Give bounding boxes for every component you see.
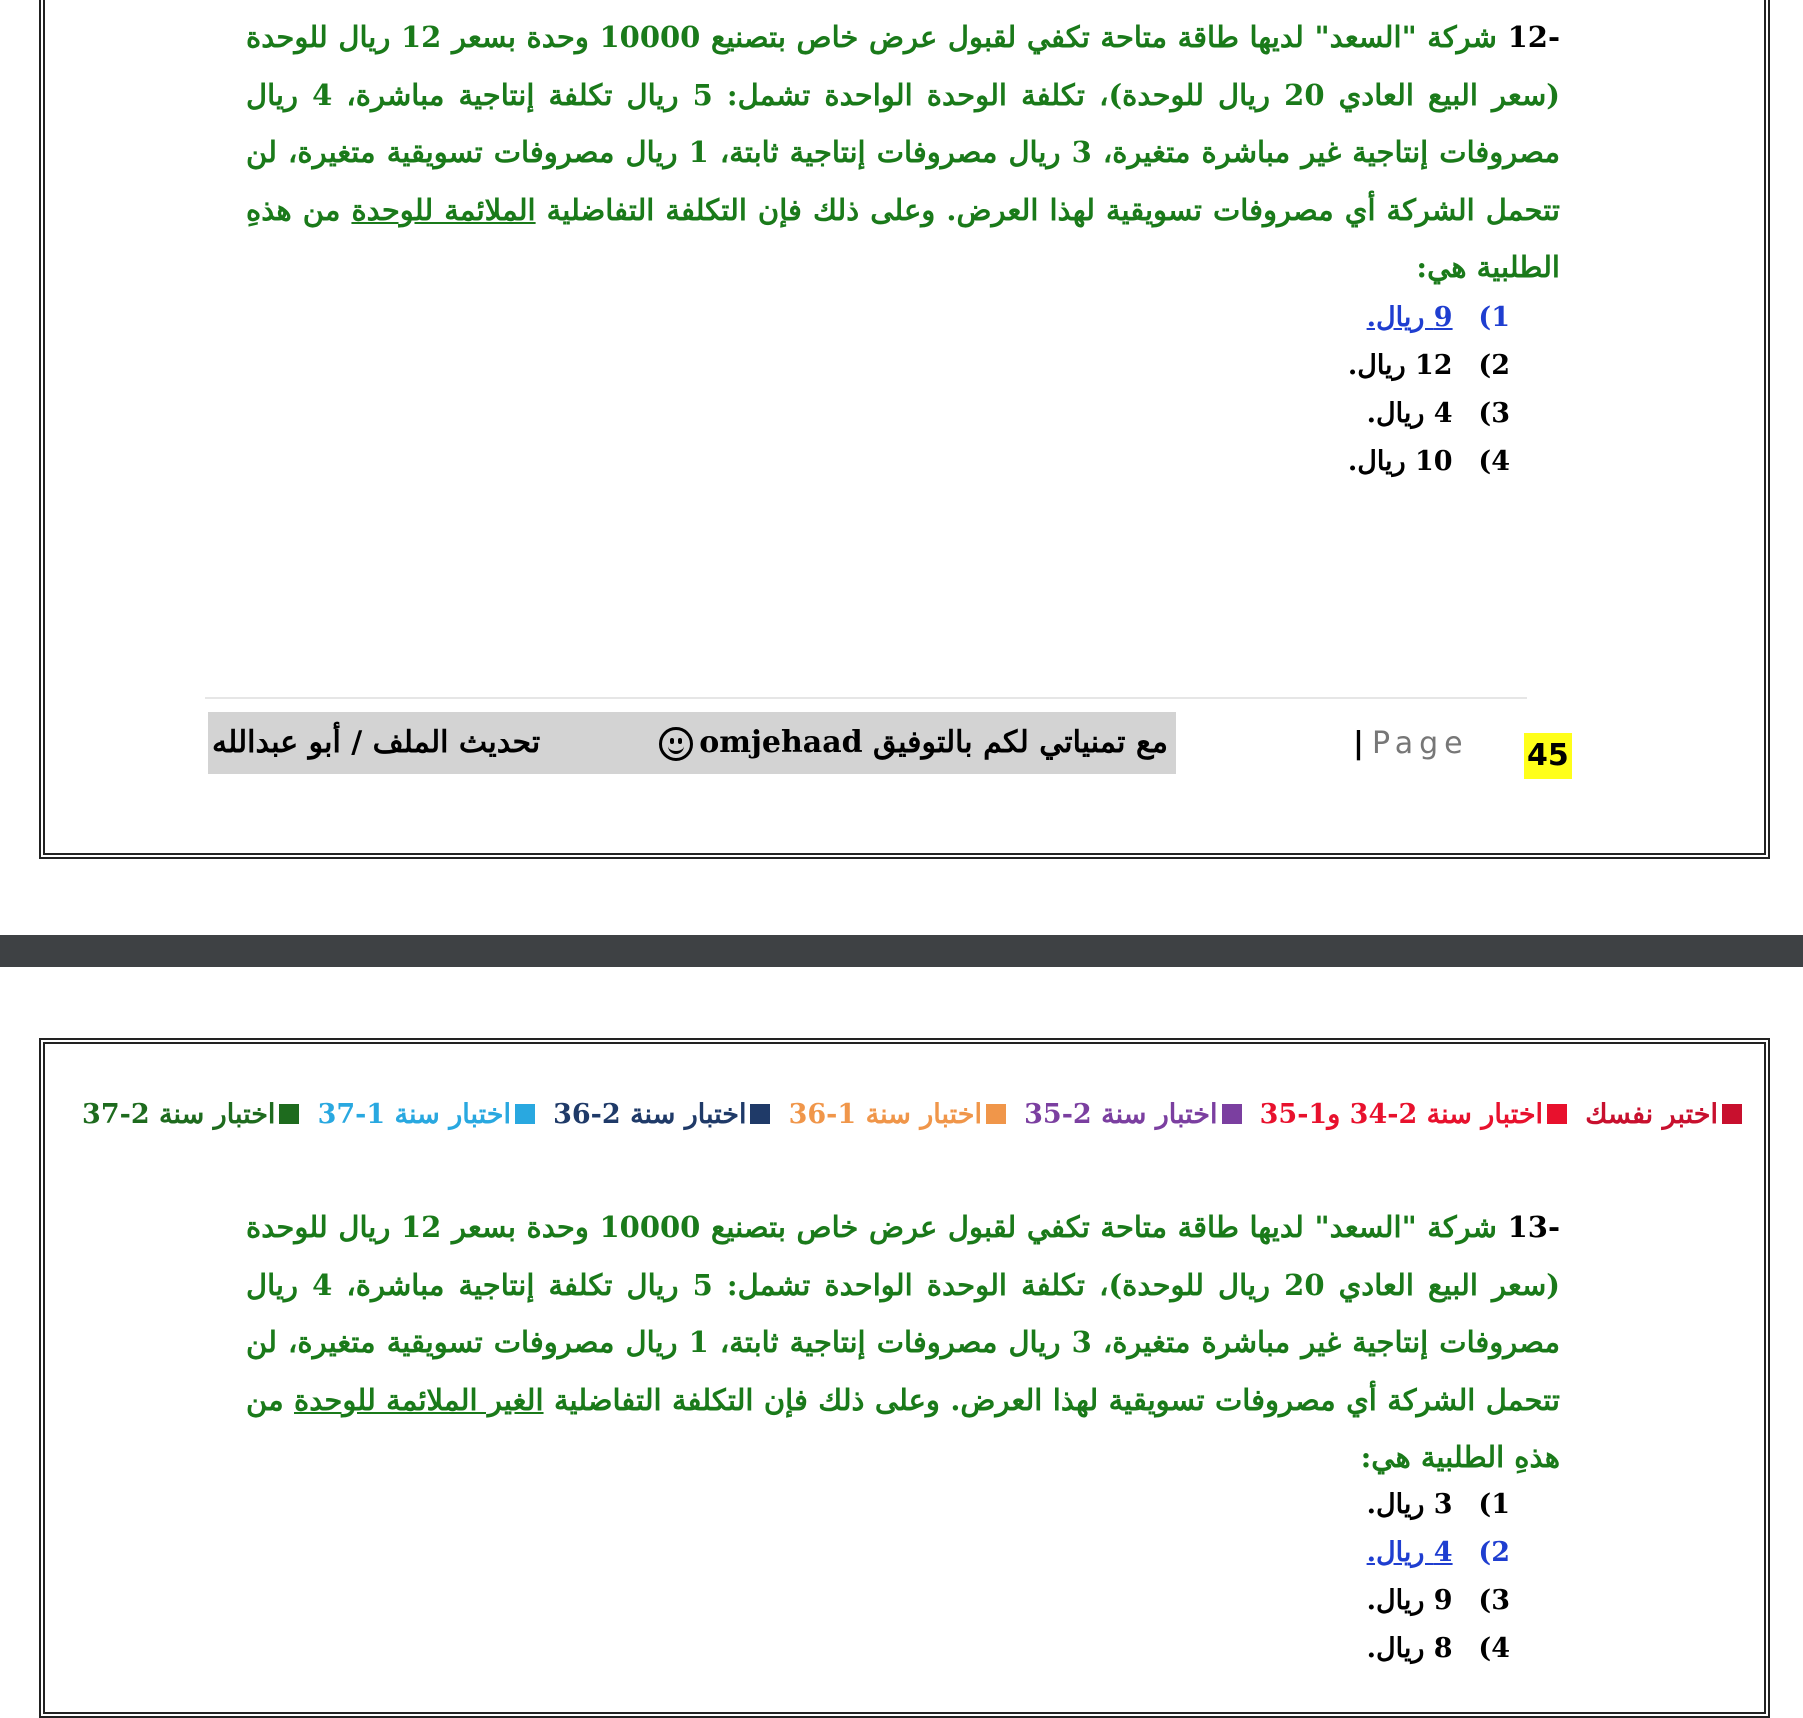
legend-swatch — [986, 1104, 1006, 1124]
legend-label: اختبار سنة 2-36 — [553, 1098, 747, 1130]
option-text: 4 ريال. — [1366, 1537, 1453, 1568]
page-separator: | — [1353, 726, 1364, 761]
exam-legend — [82, 1092, 1742, 1136]
legend-label: اختبر نفسك — [1585, 1098, 1718, 1130]
legend-swatch — [1547, 1104, 1567, 1124]
option-number: 2) — [1478, 350, 1510, 381]
legend-item — [1024, 1099, 1241, 1130]
answer-option-1[interactable] — [1200, 1481, 1510, 1529]
legend-swatch — [1722, 1104, 1742, 1124]
legend-swatch — [1222, 1104, 1242, 1124]
footer-wish-text — [659, 712, 1176, 774]
answer-option-3[interactable] — [1200, 390, 1510, 438]
legend-label: اختبار سنة 2-35 — [1024, 1098, 1218, 1130]
question-12 — [246, 9, 1560, 297]
option-number: 4) — [1478, 1633, 1510, 1664]
answer-option-4[interactable] — [1200, 438, 1510, 486]
footer-wish-label: مع تمنياتي لكم بالتوفيق omjehaad — [699, 725, 1168, 760]
legend-label: اختبار سنة 2-34 و1-35 — [1259, 1098, 1544, 1130]
legend-label: اختبار سنة 1-36 — [788, 1098, 982, 1130]
question-number: 13- — [1507, 1210, 1560, 1244]
legend-swatch — [750, 1104, 770, 1124]
answer-options-12 — [1200, 294, 1510, 486]
footer-update-text: تحديث الملف / أبو عبدالله — [212, 725, 541, 760]
page-label-text: Page — [1371, 726, 1469, 761]
footer-divider — [205, 697, 1527, 699]
legend-swatch — [515, 1104, 535, 1124]
option-number: 4) — [1478, 446, 1510, 477]
option-number: 3) — [1478, 398, 1510, 429]
legend-swatch — [279, 1104, 299, 1124]
question-text: شركة "السعد" لديها طاقة متاحة تكفي لقبول عرض خاص بتصنيع 10000 وحدة بسعر 12 ريال للوحدة (سعر البيع العادي 20 ريال للوحدة)، تكلفة الوحدة الواحدة تشمل: 5 ريال تكلفة إنتاجية مباشرة، 4 ريال مصروفات إنتاجية غير مباشرة متغيرة، 3 ريال مصروفات إنتاجية ثابتة، 1 ريال مصروفات تسويقية متغيرة، لن تتحمل الشركة أي مصروفات تسويقية لهذا العرض. وعلى ذلك فإن التكلفة التفاضلية — [246, 1210, 1560, 1417]
answer-option-3[interactable] — [1200, 1577, 1510, 1625]
question-underlined-text: الملائمة للوحدة — [351, 192, 536, 227]
legend-label: اختبار سنة 2-37 — [82, 1098, 276, 1130]
legend-item — [82, 1099, 299, 1130]
page-label — [1353, 722, 1469, 766]
question-underlined-text: الغير الملائمة للوحدة — [294, 1382, 544, 1417]
legend-item — [789, 1099, 1006, 1130]
page-footer — [208, 712, 1176, 774]
answer-options-13 — [1200, 1481, 1510, 1673]
option-text: 9 ريال. — [1366, 302, 1453, 333]
answer-option-2[interactable] — [1200, 342, 1510, 390]
legend-item — [1260, 1099, 1567, 1130]
option-text: 4 ريال. — [1366, 398, 1453, 429]
smiley-icon — [659, 727, 693, 761]
legend-item — [1585, 1099, 1742, 1130]
option-text: 3 ريال. — [1366, 1489, 1453, 1520]
question-number: 12- — [1507, 20, 1560, 54]
page-gap — [0, 935, 1803, 967]
legend-item — [318, 1099, 535, 1130]
option-number: 1) — [1478, 302, 1510, 333]
option-number: 3) — [1478, 1585, 1510, 1616]
option-text: 9 ريال. — [1366, 1585, 1453, 1616]
question-13 — [246, 1199, 1560, 1487]
legend-item — [553, 1099, 770, 1130]
option-text: 12 ريال. — [1347, 350, 1453, 381]
option-text: 8 ريال. — [1366, 1633, 1453, 1664]
question-text: شركة "السعد" لديها طاقة متاحة تكفي لقبول عرض خاص بتصنيع 10000 وحدة بسعر 12 ريال للوحدة (سعر البيع العادي 20 ريال للوحدة)، تكلفة الوحدة الواحدة تشمل: 5 ريال تكلفة إنتاجية مباشرة، 4 ريال مصروفات إنتاجية غير مباشرة متغيرة، 3 ريال مصروفات إنتاجية ثابتة، 1 ريال مصروفات تسويقية متغيرة، لن تتحمل الشركة أي مصروفات تسويقية لهذا العرض. وعلى ذلك فإن التكلفة التفاضلية — [246, 20, 1560, 227]
option-number: 2) — [1478, 1537, 1510, 1568]
question-text-end: من هذهِ الطلبية هي: — [246, 192, 1560, 284]
option-number: 1) — [1478, 1489, 1510, 1520]
answer-option-1[interactable] — [1200, 294, 1510, 342]
legend-label: اختبار سنة 1-37 — [317, 1098, 511, 1130]
question-text-end: من هذهِ الطلبية هي: — [246, 1382, 1560, 1474]
answer-option-4[interactable] — [1200, 1625, 1510, 1673]
option-text: 10 ريال. — [1347, 446, 1453, 477]
page-number: 45 — [1524, 733, 1572, 779]
answer-option-2[interactable] — [1200, 1529, 1510, 1577]
